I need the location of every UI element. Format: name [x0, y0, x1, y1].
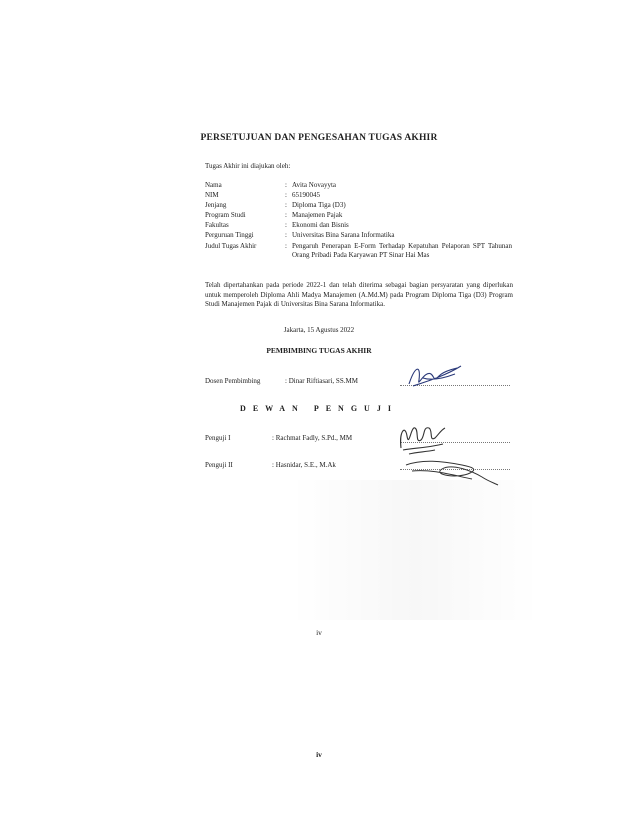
field-label: Judul Tugas Akhir [205, 242, 257, 250]
field-value: 65190045 [292, 191, 320, 199]
approval-paragraph: Telah dipertahankan pada periode 2022-1 dan telah diterima sebagai bagian persyaratan yang diperlukan untuk memperoleh Diploma Ahli Madya Manajemen (A.Md.M) pada Program Diploma Tiga (D3) Program Studi Manajemen Pajak di Universitas Bina Sarana Informatika. [205, 281, 513, 308]
field-colon: : [285, 231, 287, 239]
field-colon: : [285, 201, 287, 209]
dosen-value: : Dinar Riftiasari, SS.MM [285, 377, 358, 385]
field-label: Program Studi [205, 211, 246, 219]
penguji-1-label: Penguji I [205, 434, 231, 442]
penguji-1-value: : Rachmat Fadly, S.Pd., MM [272, 434, 353, 442]
field-label: Nama [205, 181, 222, 189]
dewan-penguji-title: DEWAN PENGUJI [240, 404, 398, 413]
page-number-lower: iv [316, 750, 322, 759]
field-label: Fakultas [205, 221, 229, 229]
field-label: NIM [205, 191, 219, 199]
field-value: Diploma Tiga (D3) [292, 201, 346, 209]
field-value: Manajemen Pajak [292, 211, 343, 219]
penguji-2-value: : Hasnidar, S.E., M.Ak [272, 461, 336, 469]
field-colon: : [285, 181, 287, 189]
signature-pembimbing [405, 360, 465, 390]
field-value: Universitas Bina Sarana Informatika [292, 231, 395, 239]
date-line: Jakarta, 15 Agustus 2022 [283, 326, 355, 334]
field-value: Avita Novayyta [292, 181, 336, 189]
intro-text: Tugas Akhir ini diajukan oleh: [205, 162, 291, 170]
scan-shadow [290, 480, 540, 620]
field-colon: : [285, 211, 287, 219]
penguji-2-label: Penguji II [205, 461, 233, 469]
judul-value: Pengaruh Penerapan E-Form Terhadap Kepatuhan Pelaporan SPT Tahunan Orang Pribadi Pada Karyawan PT Sinar Hai Mas [292, 242, 512, 259]
field-label: Perguruan Tinggi [205, 231, 254, 239]
pembimbing-title: PEMBIMBING TUGAS AKHIR [266, 346, 372, 355]
page-title: PERSETUJUAN DAN PENGESAHAN TUGAS AKHIR [200, 133, 438, 143]
field-colon: : [285, 191, 287, 199]
dosen-label: Dosen Pembimbing [205, 377, 261, 385]
field-value: Ekonomi dan Bisnis [292, 221, 349, 229]
field-colon: : [285, 242, 287, 250]
field-colon: : [285, 221, 287, 229]
field-label: Jenjang [205, 201, 227, 209]
page-number-upper: iv [316, 628, 322, 637]
